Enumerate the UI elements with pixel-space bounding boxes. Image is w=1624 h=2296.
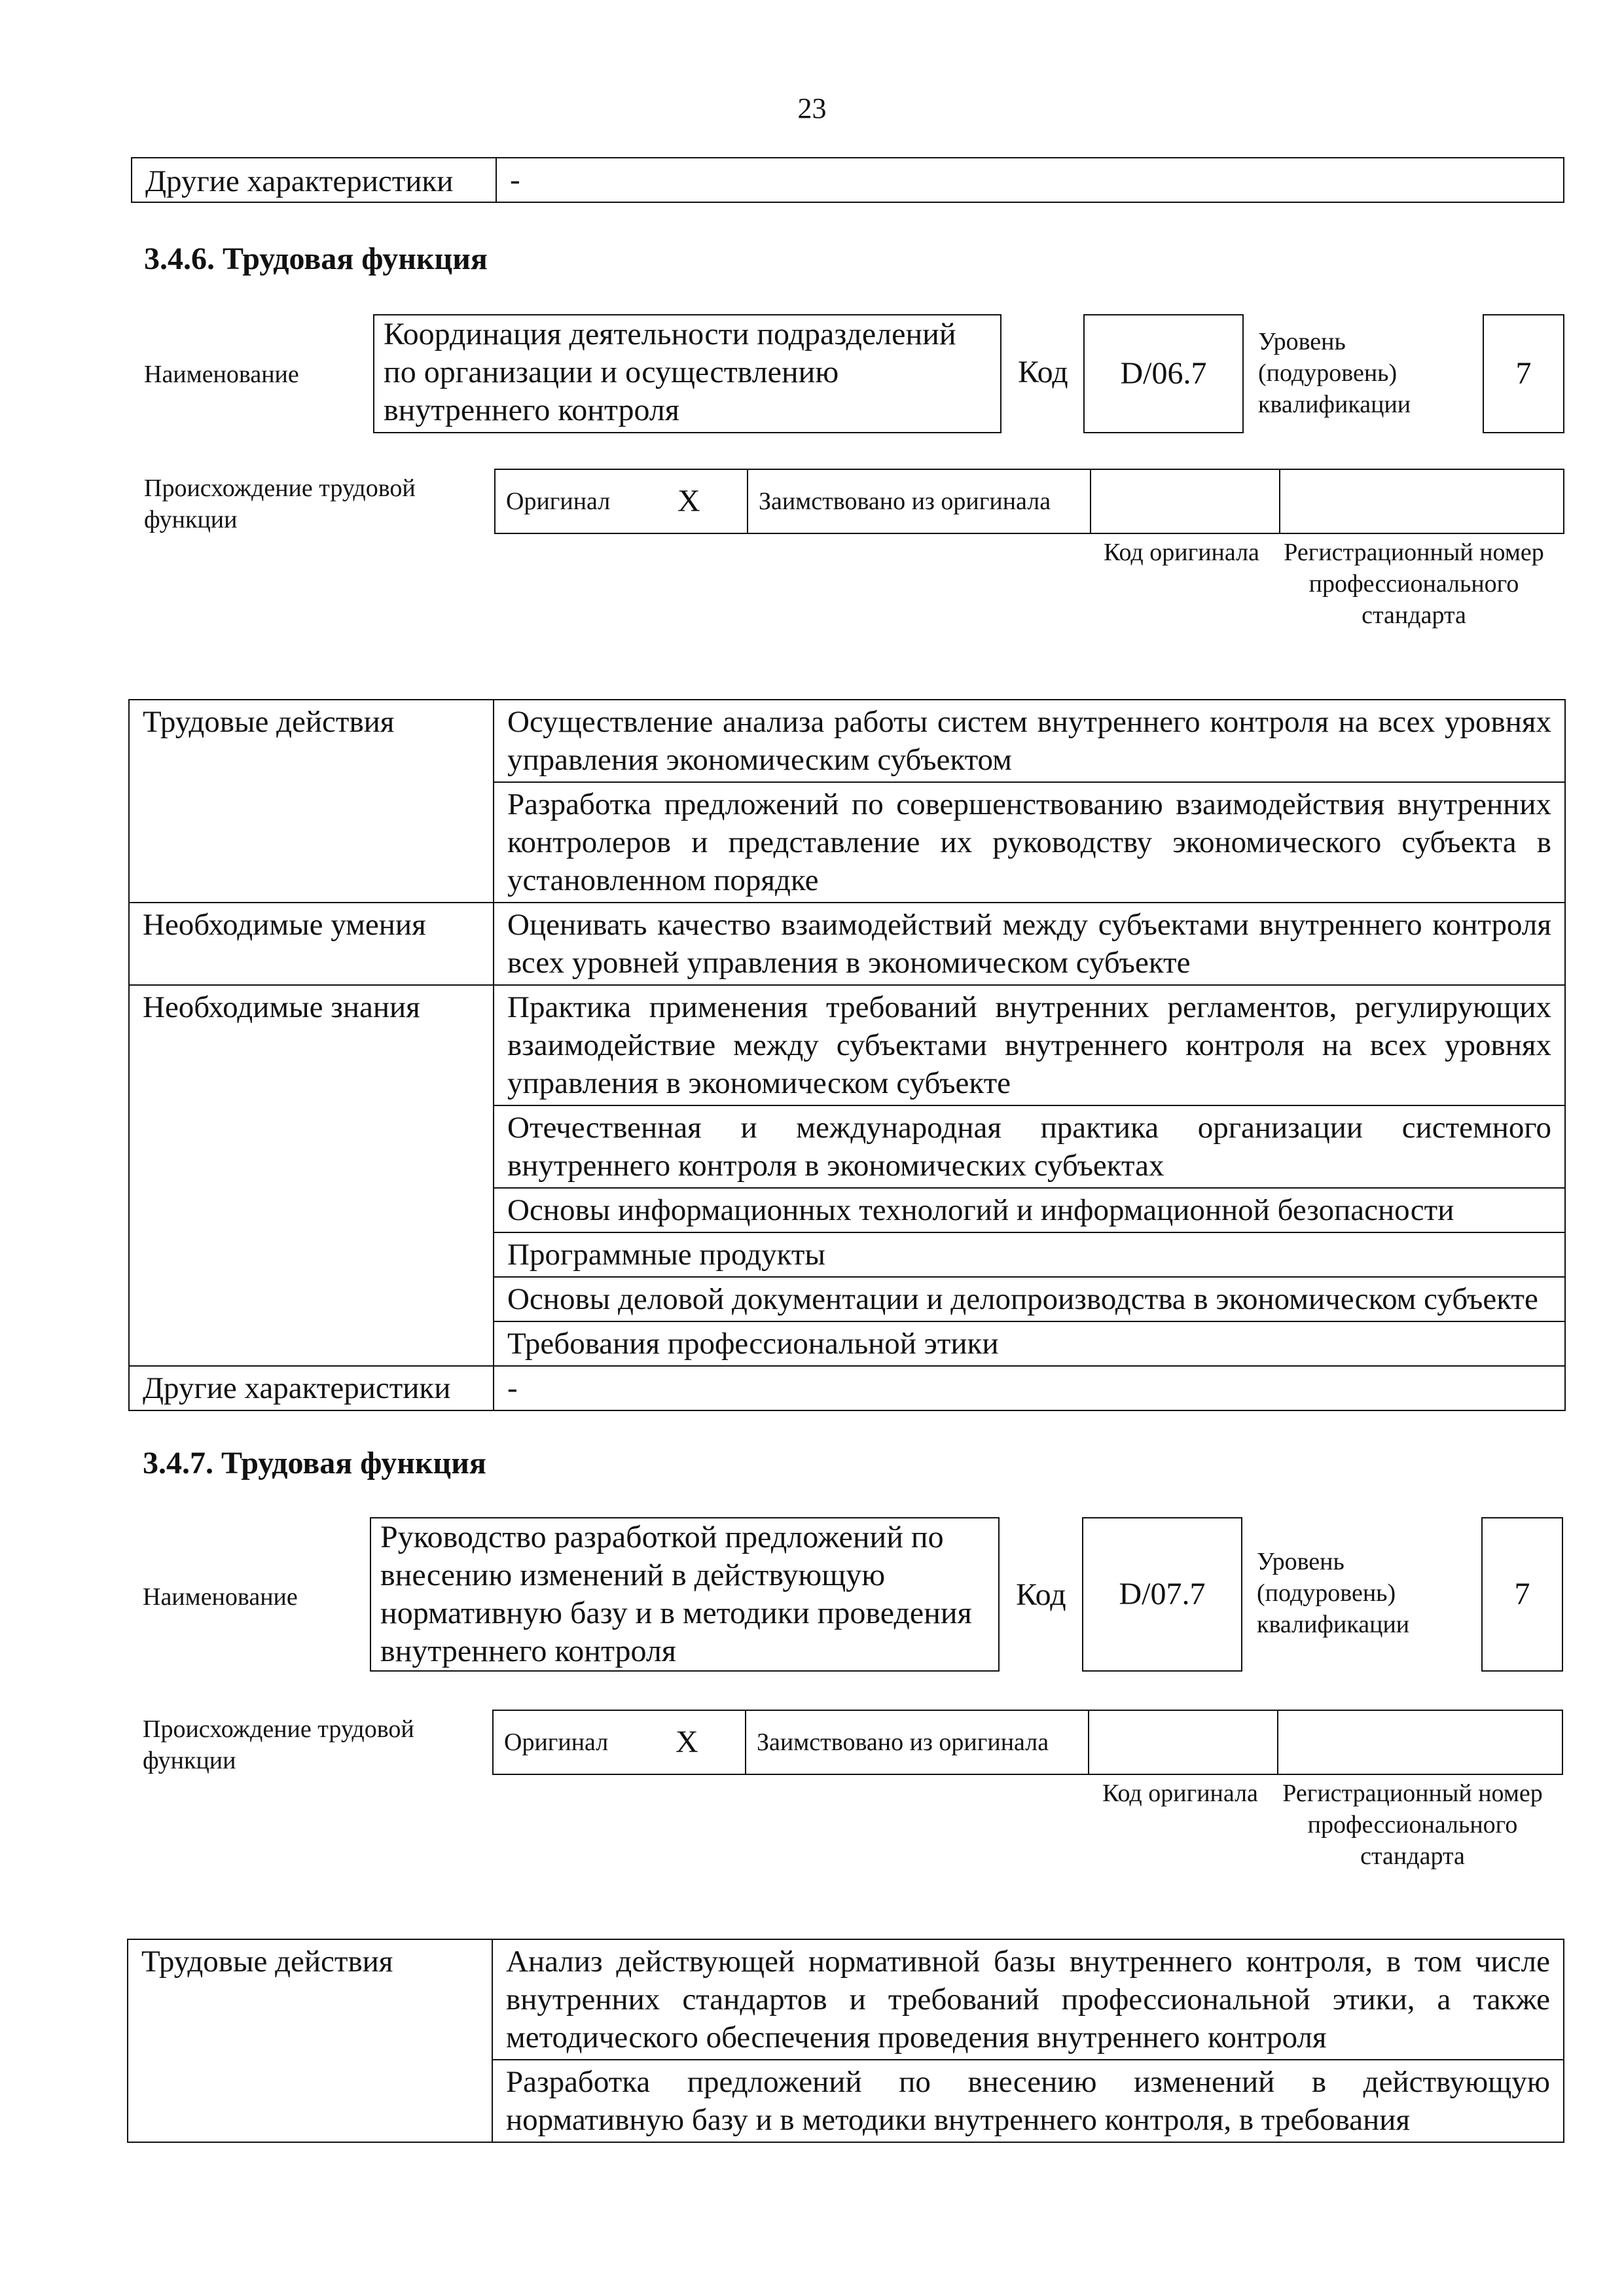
row-value: Разработка предложений по внесению изменений в действующую нормативную базу и в методики внутреннего контроля, в требования xyxy=(492,2060,1564,2142)
row-value: - xyxy=(496,158,1564,202)
code-label: Код xyxy=(1018,355,1068,389)
reg-number-cell xyxy=(1280,469,1564,533)
table-row xyxy=(132,158,1564,202)
row-key: Трудовые действия xyxy=(128,1939,492,2142)
row-key: Другие характеристики xyxy=(132,158,496,202)
function-name: Руководство разработкой предложений по внесению изменений в действующую нормативную базу и в методики проведения внутреннего контроля xyxy=(380,1520,972,1668)
function-name-box xyxy=(370,1517,1000,1672)
level-box xyxy=(1483,314,1564,433)
continued-table xyxy=(131,157,1564,203)
page-number: 23 xyxy=(797,92,827,124)
row-value: Программные продукты xyxy=(494,1232,1565,1277)
borrowed-label: Заимствовано из оригинала xyxy=(748,469,1091,533)
level-label: Уровень (подуровень) квалификации xyxy=(1258,328,1411,418)
table-row xyxy=(129,903,1565,985)
row-value: Практика применения требований внутренних регламентов, регулирующих взаимодействие между субъектами внутреннего контроля на всех уровнях управления в экономическом субъекте xyxy=(494,985,1565,1105)
level-box xyxy=(1481,1517,1563,1672)
table-row xyxy=(128,1939,1564,2060)
origin-label: Происхождение трудовой функции xyxy=(143,1715,414,1774)
caption-original-code: Код оригинала xyxy=(1102,1780,1258,1807)
reg-number-cell xyxy=(1278,1710,1562,1774)
row-value: Основы деловой документации и делопроизводства в экономическом субъекте xyxy=(494,1277,1565,1321)
table-row xyxy=(129,1366,1565,1410)
row-key: Другие характеристики xyxy=(129,1366,494,1410)
name-label: Наименование xyxy=(144,361,299,388)
row-key: Необходимые знания xyxy=(129,985,494,1366)
original-code-cell xyxy=(1091,469,1280,533)
row-value: Осуществление анализа работы систем внутреннего контроля на всех уровнях управления экономическим субъектом xyxy=(494,700,1565,782)
row-value: - xyxy=(494,1366,1565,1410)
section-heading: 3.4.7. Трудовая функция xyxy=(143,1446,486,1480)
section-heading: 3.4.6. Трудовая функция xyxy=(144,242,488,276)
table-row xyxy=(129,985,1565,1105)
function-name: Координация деятельности подразделений по организации и осуществлению внутреннего контроля xyxy=(384,317,956,427)
table-row xyxy=(129,700,1565,782)
code-label: Код xyxy=(1016,1577,1066,1612)
caption-reg-number: Регистрационный номер профессионального стандарта xyxy=(1284,539,1544,629)
caption-reg-number: Регистрационный номер профессионального стандарта xyxy=(1282,1780,1543,1870)
row-value: Требования профессиональной этики xyxy=(494,1321,1565,1366)
origin-table xyxy=(494,469,1564,534)
borrowed-label: Заимствовано из оригинала xyxy=(746,1710,1089,1774)
function-table xyxy=(127,1939,1564,2143)
name-label: Наименование xyxy=(143,1583,298,1611)
origin-table xyxy=(492,1710,1563,1775)
code-box xyxy=(1083,314,1244,433)
function-table xyxy=(128,699,1566,1411)
row-value: Разработка предложений по совершенствованию взаимодействия внутренних контролеров и представление их руководству экономического субъекта в установленном порядке xyxy=(494,782,1565,903)
code-box xyxy=(1082,1517,1242,1672)
original-mark: X xyxy=(665,1710,746,1774)
row-value: Основы информационных технологий и информационной безопасности xyxy=(494,1188,1565,1232)
row-value: Анализ действующей нормативной базы внутреннего контроля, в том числе внутренних стандартов и требований профессиональной этики, а также методического обеспечения проведения внутреннего контроля xyxy=(492,1939,1564,2060)
level-value: 7 xyxy=(1514,1577,1530,1611)
code-value: D/06.7 xyxy=(1120,356,1207,391)
function-name-box xyxy=(373,314,1001,433)
origin-label: Происхождение трудовой функции xyxy=(144,475,416,533)
original-mark: X xyxy=(667,469,748,533)
row-key: Необходимые умения xyxy=(129,903,494,985)
row-value: Оценивать качество взаимодействий между субъектами внутреннего контроля всех уровней управления в экономическом субъекте xyxy=(494,903,1565,985)
caption-original-code: Код оригинала xyxy=(1104,539,1259,566)
original-label: Оригинал xyxy=(495,469,667,533)
level-value: 7 xyxy=(1515,356,1532,391)
level-label: Уровень (подуровень) квалификации xyxy=(1257,1548,1410,1638)
row-key: Трудовые действия xyxy=(129,700,494,903)
original-code-cell xyxy=(1089,1710,1278,1774)
original-label: Оригинал xyxy=(493,1710,665,1774)
row-value: Отечественная и международная практика организации системного внутреннего контроля в экономических субъектах xyxy=(494,1105,1565,1188)
code-value: D/07.7 xyxy=(1119,1577,1206,1611)
